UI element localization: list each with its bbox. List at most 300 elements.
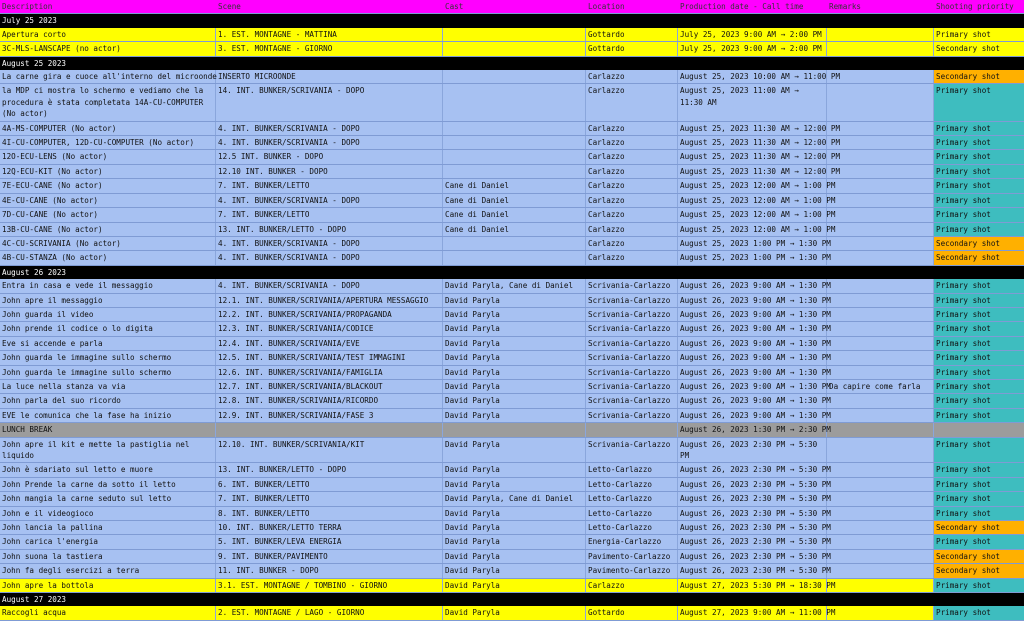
- production-date-cell[interactable]: August 26, 2023 2:30 PM → 5:30 PM: [678, 492, 827, 505]
- remarks-cell[interactable]: [827, 136, 934, 149]
- cast-cell[interactable]: [443, 251, 586, 264]
- scene-cell[interactable]: 14. INT. BUNKER/SCRIVANIA - DOPO: [216, 84, 443, 120]
- location-cell[interactable]: Pavimento-Carlazzo: [586, 550, 678, 563]
- cast-cell[interactable]: Cane di Daniel: [443, 179, 586, 192]
- location-cell[interactable]: Scrivania-Carlazzo: [586, 380, 678, 393]
- description-cell[interactable]: La luce nella stanza va via: [0, 380, 216, 393]
- location-cell[interactable]: Letto-Carlazzo: [586, 521, 678, 534]
- production-date-cell[interactable]: August 26, 2023 2:30 PM → 5:30 PM: [678, 478, 827, 491]
- remarks-cell[interactable]: [827, 122, 934, 135]
- production-date-cell[interactable]: August 26, 2023 9:00 AM → 1:30 PM: [678, 351, 827, 364]
- shooting-priority-cell[interactable]: Secondary shot: [934, 550, 1024, 563]
- scene-cell[interactable]: 4. INT. BUNKER/SCRIVANIA - DOPO: [216, 122, 443, 135]
- scene-cell[interactable]: 12.5 INT. BUNKER - DOPO: [216, 150, 443, 163]
- column-header-scene[interactable]: Scene: [218, 2, 241, 11]
- schedule-row[interactable]: [0, 463, 1024, 477]
- scene-cell[interactable]: 13. INT. BUNKER/LETTO - DOPO: [216, 463, 443, 476]
- shooting-priority-cell[interactable]: Primary shot: [934, 579, 1024, 592]
- remarks-cell[interactable]: [827, 409, 934, 422]
- scene-cell[interactable]: 4. INT. BUNKER/SCRIVANIA - DOPO: [216, 237, 443, 250]
- location-cell[interactable]: Carlazzo: [586, 122, 678, 135]
- schedule-row[interactable]: [0, 438, 1024, 464]
- remarks-cell[interactable]: [827, 366, 934, 379]
- description-cell[interactable]: LUNCH BREAK: [0, 423, 216, 436]
- schedule-row[interactable]: [0, 84, 1024, 121]
- scene-cell[interactable]: 12.10 INT. BUNKER - DOPO: [216, 165, 443, 178]
- location-cell[interactable]: Carlazzo: [586, 579, 678, 592]
- shooting-priority-cell[interactable]: Secondary shot: [934, 521, 1024, 534]
- schedule-row[interactable]: [0, 337, 1024, 351]
- location-cell[interactable]: Carlazzo: [586, 70, 678, 83]
- scene-cell[interactable]: 10. INT. BUNKER/LETTO TERRA: [216, 521, 443, 534]
- shooting-priority-cell[interactable]: Primary shot: [934, 294, 1024, 307]
- production-date-cell[interactable]: August 25, 2023 11:30 AM → 12:00 PM: [678, 136, 827, 149]
- production-date-cell[interactable]: August 25, 2023 1:00 PM → 1:30 PM: [678, 251, 827, 264]
- shooting-priority-cell[interactable]: Primary shot: [934, 337, 1024, 350]
- description-cell[interactable]: Eve si accende e parla: [0, 337, 216, 350]
- production-date-cell[interactable]: August 25, 2023 11:30 AM → 12:00 PM: [678, 150, 827, 163]
- cast-cell[interactable]: [443, 165, 586, 178]
- shooting-priority-cell[interactable]: Primary shot: [936, 29, 991, 39]
- remarks-cell[interactable]: Da capire come farla: [827, 380, 934, 393]
- scene-cell[interactable]: 5. INT. BUNKER/LEVA ENERGIA: [216, 535, 443, 548]
- location-cell[interactable]: Carlazzo: [586, 136, 678, 149]
- description-cell[interactable]: 4E-CU-CANE (No actor): [0, 194, 216, 207]
- remarks-cell[interactable]: [827, 165, 934, 178]
- remarks-cell[interactable]: [827, 507, 934, 520]
- production-date-cell[interactable]: August 25, 2023 12:00 AM → 1:00 PM: [678, 179, 827, 192]
- production-date-cell[interactable]: August 26, 2023 9:00 AM → 1:30 PM: [678, 380, 827, 393]
- description-cell[interactable]: 7E-ECU-CANE (No actor): [0, 179, 216, 192]
- location-cell[interactable]: Scrivania-Carlazzo: [586, 337, 678, 350]
- remarks-cell[interactable]: [827, 279, 934, 292]
- remarks-cell[interactable]: [827, 42, 934, 55]
- description-cell[interactable]: Entra in casa e vede il messaggio: [0, 279, 216, 292]
- remarks-cell[interactable]: [827, 564, 934, 577]
- schedule-row[interactable]: [0, 294, 1024, 308]
- remarks-cell[interactable]: [827, 179, 934, 192]
- production-date-cell[interactable]: July 25, 2023 9:00 AM → 2:00 PM: [678, 42, 827, 55]
- schedule-row[interactable]: [0, 165, 1024, 179]
- location-cell[interactable]: Scrivania-Carlazzo: [586, 351, 678, 364]
- cast-cell[interactable]: [443, 42, 586, 55]
- schedule-row[interactable]: [0, 322, 1024, 336]
- scene-cell[interactable]: 12.3. INT. BUNKER/SCRIVANIA/CODICE: [216, 322, 443, 335]
- description-cell[interactable]: John carica l'energia: [0, 535, 216, 548]
- location-cell[interactable]: Gottardo: [586, 28, 678, 41]
- cast-cell[interactable]: David Paryla: [443, 550, 586, 563]
- schedule-row[interactable]: [0, 550, 1024, 564]
- remarks-cell[interactable]: [827, 463, 934, 476]
- schedule-row[interactable]: [0, 150, 1024, 164]
- location-cell[interactable]: Gottardo: [586, 42, 678, 55]
- remarks-cell[interactable]: [827, 70, 934, 83]
- production-date-cell[interactable]: August 25, 2023 12:00 AM → 1:00 PM: [678, 223, 827, 236]
- cast-cell[interactable]: [443, 237, 586, 250]
- cast-cell[interactable]: [443, 136, 586, 149]
- shooting-priority-cell[interactable]: Secondary shot: [934, 564, 1024, 577]
- cast-cell[interactable]: David Paryla: [443, 606, 586, 619]
- remarks-cell[interactable]: [827, 294, 934, 307]
- date-group-header[interactable]: [0, 593, 1024, 606]
- schedule-row[interactable]: [0, 564, 1024, 578]
- cast-cell[interactable]: David Paryla: [443, 308, 586, 321]
- shooting-priority-cell[interactable]: Secondary shot: [936, 44, 1001, 54]
- production-date-cell[interactable]: August 26, 2023 9:00 AM → 1:30 PM: [678, 337, 827, 350]
- shooting-priority-cell[interactable]: Primary shot: [934, 165, 1024, 178]
- description-cell[interactable]: EVE le comunica che la fase ha inizio: [0, 409, 216, 422]
- cast-cell[interactable]: David Paryla, Cane di Daniel: [443, 279, 586, 292]
- scene-cell[interactable]: 11. INT. BUNKER - DOPO: [216, 564, 443, 577]
- description-cell[interactable]: Apertura corto: [0, 28, 216, 41]
- remarks-cell[interactable]: [827, 606, 934, 619]
- scene-cell[interactable]: 6. INT. BUNKER/LETTO: [216, 478, 443, 491]
- schedule-row[interactable]: [0, 380, 1024, 394]
- cast-cell[interactable]: David Paryla: [443, 478, 586, 491]
- scene-cell[interactable]: 12.1. INT. BUNKER/SCRIVANIA/APERTURA MESSAGGIO: [216, 294, 443, 307]
- cast-cell[interactable]: David Paryla: [443, 521, 586, 534]
- description-cell[interactable]: 13B-CU-CANE (No actor): [0, 223, 216, 236]
- cast-cell[interactable]: David Paryla: [443, 394, 586, 407]
- column-header-description[interactable]: Description: [2, 2, 53, 11]
- shooting-priority-cell[interactable]: Primary shot: [934, 606, 1024, 619]
- shooting-priority-cell[interactable]: Primary shot: [934, 122, 1024, 135]
- shooting-priority-cell[interactable]: Primary shot: [934, 438, 1024, 463]
- location-cell[interactable]: Carlazzo: [586, 84, 678, 120]
- schedule-row[interactable]: [0, 492, 1024, 506]
- production-date-cell[interactable]: August 26, 2023 2:30 PM → 5:30 PM: [678, 535, 827, 548]
- production-date-cell[interactable]: August 26, 2023 2:30 PM → 5:30 PM: [678, 564, 827, 577]
- description-cell[interactable]: 12O-ECU-LENS (No actor): [0, 150, 216, 163]
- scene-cell[interactable]: 13. INT. BUNKER/LETTO - DOPO: [216, 223, 443, 236]
- description-cell[interactable]: 4C-CU-SCRIVANIA (No actor): [0, 237, 216, 250]
- production-date-cell[interactable]: August 26, 2023 9:00 AM → 1:30 PM: [678, 322, 827, 335]
- schedule-row[interactable]: [0, 42, 1024, 56]
- scene-cell[interactable]: 4. INT. BUNKER/SCRIVANIA - DOPO: [216, 251, 443, 264]
- scene-cell[interactable]: 12.4. INT. BUNKER/SCRIVANIA/EVE: [216, 337, 443, 350]
- remarks-cell[interactable]: [827, 194, 934, 207]
- production-date-cell[interactable]: August 25, 2023 12:00 AM → 1:00 PM: [678, 194, 827, 207]
- description-cell[interactable]: John guarda le immagine sullo schermo: [0, 351, 216, 364]
- cast-cell[interactable]: [443, 122, 586, 135]
- cast-cell[interactable]: [443, 70, 586, 83]
- production-date-cell[interactable]: August 26, 2023 2:30 PM → 5:30 PM: [678, 507, 827, 520]
- shooting-priority-cell[interactable]: Primary shot: [934, 535, 1024, 548]
- schedule-row[interactable]: [0, 366, 1024, 380]
- remarks-cell[interactable]: [827, 150, 934, 163]
- scene-cell[interactable]: [216, 423, 443, 436]
- scene-cell[interactable]: INSERTO MICROONDE: [216, 70, 443, 83]
- scene-cell[interactable]: 12.10. INT. BUNKER/SCRIVANIA/KIT: [216, 438, 443, 463]
- location-cell[interactable]: Carlazzo: [586, 251, 678, 264]
- description-cell[interactable]: 4I-CU-COMPUTER, 12D-CU-COMPUTER (No actor): [0, 136, 216, 149]
- production-date-cell[interactable]: August 25, 2023 11:30 AM → 12:00 PM: [678, 165, 827, 178]
- shooting-priority-cell[interactable]: Primary shot: [934, 150, 1024, 163]
- shooting-priority-cell[interactable]: Secondary shot: [934, 70, 1024, 83]
- cast-cell[interactable]: David Paryla: [443, 294, 586, 307]
- remarks-cell[interactable]: [827, 478, 934, 491]
- shooting-priority-cell[interactable]: [934, 423, 1024, 436]
- scene-cell[interactable]: 4. INT. BUNKER/SCRIVANIA - DOPO: [216, 194, 443, 207]
- cast-cell[interactable]: David Paryla: [443, 366, 586, 379]
- production-date-cell[interactable]: August 27, 2023 5:30 PM → 18:30 PM: [678, 579, 827, 592]
- schedule-row[interactable]: [0, 179, 1024, 193]
- scene-cell[interactable]: 4. INT. BUNKER/SCRIVANIA - DOPO: [216, 279, 443, 292]
- schedule-row[interactable]: [0, 535, 1024, 549]
- shooting-priority-cell[interactable]: Primary shot: [934, 308, 1024, 321]
- description-cell[interactable]: la MDP ci mostra lo schermo e vediamo che la procedura è stata completata 14A-CU-COMPUTER (No actor): [0, 84, 216, 120]
- scene-cell[interactable]: 12.5. INT. BUNKER/SCRIVANIA/TEST IMMAGINI: [216, 351, 443, 364]
- production-date-cell[interactable]: August 26, 2023 2:30 PM → 5:30 PM: [678, 463, 827, 476]
- description-cell[interactable]: La carne gira e cuoce all'interno del microonde: [0, 70, 216, 83]
- schedule-row[interactable]: [0, 279, 1024, 293]
- production-date-cell[interactable]: August 25, 2023 12:00 AM → 1:00 PM: [678, 208, 827, 221]
- cast-cell[interactable]: David Paryla: [443, 337, 586, 350]
- remarks-cell[interactable]: [827, 322, 934, 335]
- remarks-cell[interactable]: [827, 535, 934, 548]
- description-cell[interactable]: John è sdariato sul letto e muore: [0, 463, 216, 476]
- production-date-cell[interactable]: August 26, 2023 9:00 AM → 1:30 PM: [678, 294, 827, 307]
- production-date-cell[interactable]: August 26, 2023 1:30 PM → 2:30 PM: [678, 423, 827, 436]
- cast-cell[interactable]: [443, 28, 586, 41]
- scene-cell[interactable]: 9. INT. BUNKER/PAVIMENTO: [216, 550, 443, 563]
- location-cell[interactable]: Scrivania-Carlazzo: [586, 438, 678, 463]
- production-date-cell[interactable]: August 25, 2023 1:00 PM → 1:30 PM: [678, 237, 827, 250]
- remarks-cell[interactable]: [827, 237, 934, 250]
- description-cell[interactable]: Raccogli acqua: [0, 606, 216, 619]
- cast-cell[interactable]: David Paryla: [443, 564, 586, 577]
- location-cell[interactable]: Scrivania-Carlazzo: [586, 366, 678, 379]
- shooting-priority-cell[interactable]: Primary shot: [934, 394, 1024, 407]
- cast-cell[interactable]: David Paryla: [443, 409, 586, 422]
- scene-cell[interactable]: 12.9. INT. BUNKER/SCRIVANIA/FASE 3: [216, 409, 443, 422]
- column-header-cast[interactable]: Cast: [445, 2, 464, 11]
- schedule-row[interactable]: [0, 507, 1024, 521]
- scene-cell[interactable]: 12.7. INT. BUNKER/SCRIVANIA/BLACKOUT: [216, 380, 443, 393]
- schedule-row[interactable]: [0, 394, 1024, 408]
- description-cell[interactable]: John mangia la carne seduto sul letto: [0, 492, 216, 505]
- column-header-location[interactable]: Location: [588, 2, 625, 11]
- production-date-cell[interactable]: August 25, 2023 11:30 AM → 12:00 PM: [678, 122, 827, 135]
- production-date-cell[interactable]: August 26, 2023 9:00 AM → 1:30 PM: [678, 394, 827, 407]
- schedule-row[interactable]: [0, 351, 1024, 365]
- column-header-remarks[interactable]: Remarks: [829, 2, 862, 11]
- shooting-priority-cell[interactable]: Primary shot: [934, 208, 1024, 221]
- description-cell[interactable]: John apre il kit e mette la pastiglia nel liquido: [0, 438, 216, 463]
- remarks-cell[interactable]: [827, 337, 934, 350]
- location-cell[interactable]: Scrivania-Carlazzo: [586, 322, 678, 335]
- location-cell[interactable]: Letto-Carlazzo: [586, 478, 678, 491]
- cast-cell[interactable]: Cane di Daniel: [443, 194, 586, 207]
- scene-cell[interactable]: 7. INT. BUNKER/LETTO: [216, 208, 443, 221]
- cast-cell[interactable]: Cane di Daniel: [443, 223, 586, 236]
- location-cell[interactable]: Carlazzo: [586, 208, 678, 221]
- description-cell[interactable]: John prende il codice o lo digita: [0, 322, 216, 335]
- shooting-priority-cell[interactable]: Primary shot: [934, 409, 1024, 422]
- location-cell[interactable]: Scrivania-Carlazzo: [586, 308, 678, 321]
- cast-cell[interactable]: [443, 84, 586, 120]
- remarks-cell[interactable]: [827, 438, 934, 463]
- scene-cell[interactable]: 1. EST. MONTAGNE - MATTINA: [216, 28, 443, 41]
- production-date-cell[interactable]: August 27, 2023 9:00 AM → 11:00 PM: [678, 606, 827, 619]
- location-cell[interactable]: Carlazzo: [586, 165, 678, 178]
- column-header-shooting-priority[interactable]: Shooting priority: [936, 2, 1014, 11]
- location-cell[interactable]: Carlazzo: [586, 179, 678, 192]
- description-cell[interactable]: John lancia la pallina: [0, 521, 216, 534]
- cast-cell[interactable]: [443, 150, 586, 163]
- description-cell[interactable]: John parla del suo ricordo: [0, 394, 216, 407]
- date-group-header[interactable]: [0, 57, 1024, 70]
- cast-cell[interactable]: David Paryla: [443, 535, 586, 548]
- description-cell[interactable]: 3C-MLS-LANSCAPE (no actor): [0, 42, 216, 55]
- location-cell[interactable]: Scrivania-Carlazzo: [586, 409, 678, 422]
- scene-cell[interactable]: 3.1. EST. MONTAGNE / TOMBINO - GIORNO: [216, 579, 443, 592]
- location-cell[interactable]: [586, 423, 678, 436]
- schedule-row[interactable]: [0, 70, 1024, 84]
- shooting-priority-cell[interactable]: Primary shot: [934, 351, 1024, 364]
- remarks-cell[interactable]: [827, 579, 934, 592]
- schedule-row[interactable]: [0, 28, 1024, 42]
- location-cell[interactable]: Carlazzo: [586, 237, 678, 250]
- location-cell[interactable]: Carlazzo: [586, 194, 678, 207]
- scene-cell[interactable]: 3. EST. MONTAGNE - GIORNO: [216, 42, 443, 55]
- location-cell[interactable]: Carlazzo: [586, 150, 678, 163]
- description-cell[interactable]: John suona la tastiera: [0, 550, 216, 563]
- cast-cell[interactable]: David Paryla: [443, 579, 586, 592]
- shooting-priority-cell[interactable]: Primary shot: [934, 507, 1024, 520]
- remarks-cell[interactable]: [827, 423, 934, 436]
- remarks-cell[interactable]: [827, 208, 934, 221]
- location-cell[interactable]: Energia-Carlazzo: [586, 535, 678, 548]
- shooting-priority-cell[interactable]: Primary shot: [934, 322, 1024, 335]
- production-date-cell[interactable]: August 26, 2023 9:00 AM → 1:30 PM: [678, 279, 827, 292]
- location-cell[interactable]: Letto-Carlazzo: [586, 463, 678, 476]
- cast-cell[interactable]: David Paryla: [443, 507, 586, 520]
- description-cell[interactable]: John apre la bottola: [0, 579, 216, 592]
- description-cell[interactable]: John fa degli esercizi a terra: [0, 564, 216, 577]
- shooting-priority-cell[interactable]: Primary shot: [934, 194, 1024, 207]
- schedule-row[interactable]: [0, 223, 1024, 237]
- schedule-row[interactable]: [0, 136, 1024, 150]
- location-cell[interactable]: Carlazzo: [586, 223, 678, 236]
- remarks-cell[interactable]: [827, 84, 934, 120]
- remarks-cell[interactable]: [827, 492, 934, 505]
- production-date-cell[interactable]: August 26, 2023 9:00 AM → 1:30 PM: [678, 308, 827, 321]
- production-date-cell[interactable]: August 26, 2023 9:00 AM → 1:30 PM: [678, 409, 827, 422]
- date-group-header[interactable]: [0, 14, 1024, 27]
- production-date-cell[interactable]: August 25, 2023 11:00 AM → 11:30 AM: [678, 84, 827, 120]
- shooting-priority-cell[interactable]: Primary shot: [934, 366, 1024, 379]
- column-header-row: [0, 0, 1024, 14]
- scene-cell[interactable]: 12.2. INT. BUNKER/SCRIVANIA/PROPAGANDA: [216, 308, 443, 321]
- schedule-row[interactable]: [0, 478, 1024, 492]
- schedule-row[interactable]: [0, 308, 1024, 322]
- cast-cell[interactable]: David Paryla, Cane di Daniel: [443, 492, 586, 505]
- scene-cell[interactable]: 12.8. INT. BUNKER/SCRIVANIA/RICORDO: [216, 394, 443, 407]
- schedule-row[interactable]: [0, 122, 1024, 136]
- cast-cell[interactable]: David Paryla: [443, 438, 586, 463]
- location-cell[interactable]: Scrivania-Carlazzo: [586, 394, 678, 407]
- remarks-cell[interactable]: [827, 308, 934, 321]
- remarks-cell[interactable]: [827, 550, 934, 563]
- description-cell[interactable]: 4A-MS-COMPUTER (No actor): [0, 122, 216, 135]
- schedule-row[interactable]: [0, 251, 1024, 265]
- production-date-cell[interactable]: August 26, 2023 2:30 PM → 5:30 PM: [678, 438, 827, 463]
- location-cell[interactable]: Scrivania-Carlazzo: [586, 279, 678, 292]
- schedule-row[interactable]: [0, 579, 1024, 593]
- location-cell[interactable]: Scrivania-Carlazzo: [586, 294, 678, 307]
- schedule-row[interactable]: [0, 521, 1024, 535]
- cast-cell[interactable]: Cane di Daniel: [443, 208, 586, 221]
- cast-cell[interactable]: David Paryla: [443, 351, 586, 364]
- remarks-cell[interactable]: [827, 223, 934, 236]
- lunch-break-row[interactable]: [0, 423, 1024, 437]
- description-cell[interactable]: John guarda le immagine sullo schermo: [0, 366, 216, 379]
- shooting-priority-cell[interactable]: Secondary shot: [934, 237, 1024, 250]
- description-cell[interactable]: 4B-CU-STANZA (No actor): [0, 251, 216, 264]
- shooting-priority-cell[interactable]: Primary shot: [934, 463, 1024, 476]
- shooting-priority-cell[interactable]: Primary shot: [934, 380, 1024, 393]
- remarks-cell[interactable]: [827, 394, 934, 407]
- remarks-cell[interactable]: [827, 251, 934, 264]
- cast-cell[interactable]: [443, 423, 586, 436]
- location-cell[interactable]: Letto-Carlazzo: [586, 507, 678, 520]
- location-cell[interactable]: Letto-Carlazzo: [586, 492, 678, 505]
- description-cell[interactable]: 12Q-ECU-KIT (No actor): [0, 165, 216, 178]
- production-date-cell[interactable]: August 25, 2023 10:00 AM → 11:00 PM: [678, 70, 827, 83]
- remarks-cell[interactable]: [827, 28, 934, 41]
- description-cell[interactable]: John apre il messaggio: [0, 294, 216, 307]
- cast-cell[interactable]: David Paryla: [443, 380, 586, 393]
- shooting-priority-cell[interactable]: Primary shot: [934, 179, 1024, 192]
- scene-cell[interactable]: 4. INT. BUNKER/SCRIVANIA - DOPO: [216, 136, 443, 149]
- date-group-header[interactable]: [0, 266, 1024, 279]
- shooting-priority-cell[interactable]: Primary shot: [934, 279, 1024, 292]
- location-cell[interactable]: Pavimento-Carlazzo: [586, 564, 678, 577]
- schedule-row[interactable]: [0, 409, 1024, 423]
- scene-cell[interactable]: 7. INT. BUNKER/LETTO: [216, 179, 443, 192]
- description-cell[interactable]: John Prende la carne da sotto il letto: [0, 478, 216, 491]
- production-date-cell[interactable]: August 26, 2023 9:00 AM → 1:30 PM: [678, 366, 827, 379]
- schedule-row[interactable]: [0, 606, 1024, 620]
- cast-cell[interactable]: David Paryla: [443, 463, 586, 476]
- schedule-row[interactable]: [0, 237, 1024, 251]
- cast-cell[interactable]: David Paryla: [443, 322, 586, 335]
- remarks-cell[interactable]: [827, 351, 934, 364]
- description-cell[interactable]: 7D-CU-CANE (No actor): [0, 208, 216, 221]
- shooting-priority-cell[interactable]: Primary shot: [934, 136, 1024, 149]
- scene-cell[interactable]: 8. INT. BUNKER/LETTO: [216, 507, 443, 520]
- scene-cell[interactable]: 7. INT. BUNKER/LETTO: [216, 492, 443, 505]
- schedule-row[interactable]: [0, 194, 1024, 208]
- shooting-priority-cell[interactable]: Primary shot: [934, 492, 1024, 505]
- schedule-row[interactable]: [0, 208, 1024, 222]
- shooting-priority-cell[interactable]: Secondary shot: [934, 251, 1024, 264]
- production-date-cell[interactable]: August 26, 2023 2:30 PM → 5:30 PM: [678, 550, 827, 563]
- description-cell[interactable]: John guarda il video: [0, 308, 216, 321]
- scene-cell[interactable]: 2. EST. MONTAGNE / LAGO - GIORNO: [216, 606, 443, 619]
- shooting-priority-cell[interactable]: Primary shot: [934, 478, 1024, 491]
- shooting-priority-cell[interactable]: Primary shot: [934, 223, 1024, 236]
- production-date-cell[interactable]: August 26, 2023 2:30 PM → 5:30 PM: [678, 521, 827, 534]
- description-cell[interactable]: John e il videogioco: [0, 507, 216, 520]
- shooting-priority-cell[interactable]: Primary shot: [934, 84, 1024, 120]
- production-date-cell[interactable]: July 25, 2023 9:00 AM → 2:00 PM: [678, 28, 827, 41]
- scene-cell[interactable]: 12.6. INT. BUNKER/SCRIVANIA/FAMIGLIA: [216, 366, 443, 379]
- remarks-cell[interactable]: [827, 521, 934, 534]
- column-header-production-date[interactable]: Production date - Call time: [680, 2, 804, 11]
- location-cell[interactable]: Gottardo: [586, 606, 678, 619]
